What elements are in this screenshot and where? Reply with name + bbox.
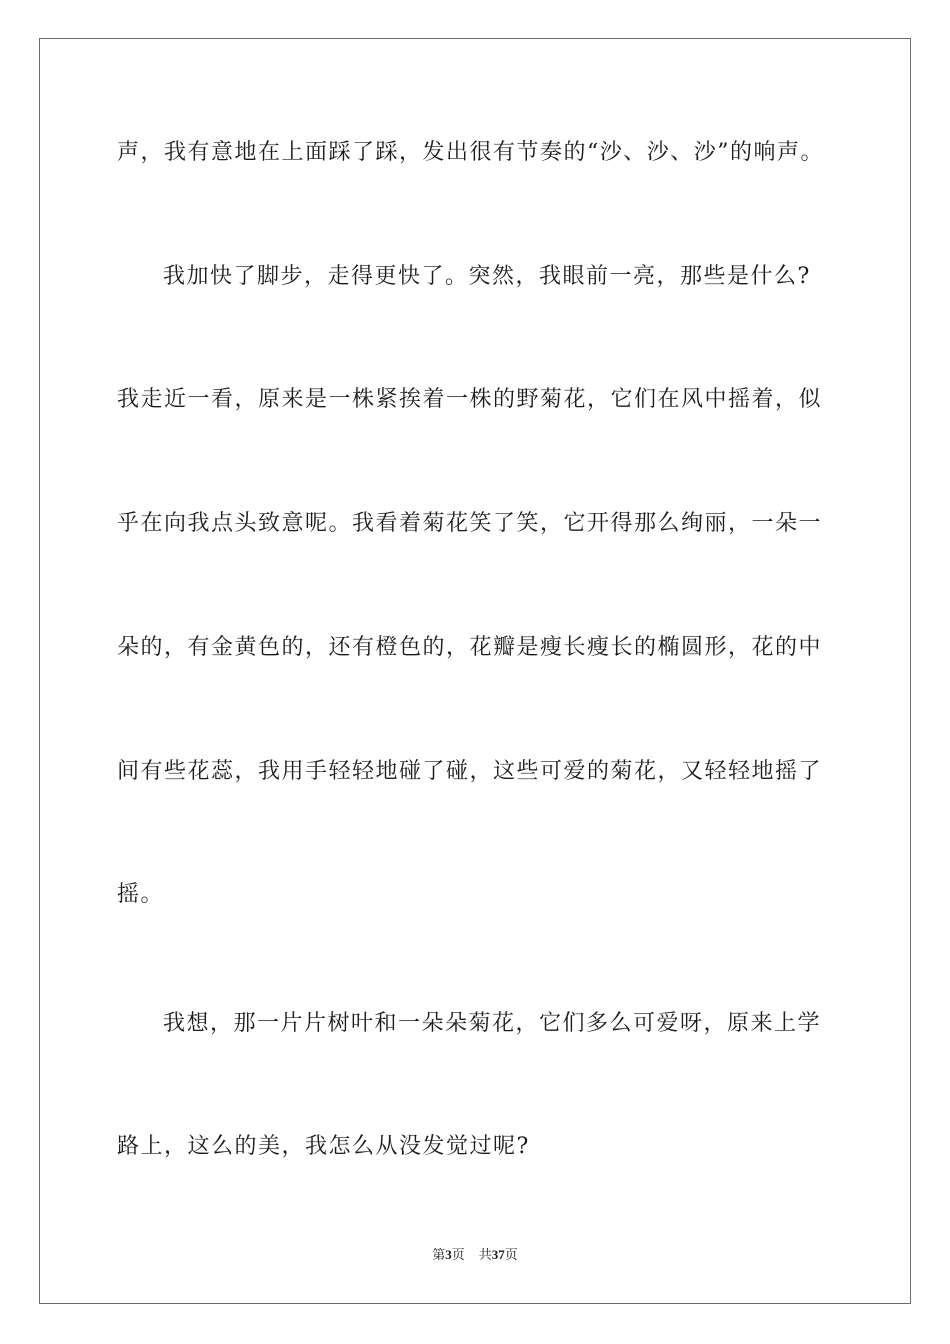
- paragraph-line: 朵的，有金黄色的，还有橙色的，花瓣是瘦长瘦长的椭圆形，花的中: [117, 635, 823, 660]
- paragraph-line: 间有些花蕊，我用手轻轻地碰了碰，这些可爱的菊花，又轻轻地摇了: [117, 759, 823, 784]
- total-label-suffix: 页: [504, 1248, 518, 1263]
- paragraph-line: 声，我有意地在上面踩了踩，发出很有节奏的“沙、沙、沙”的响声。: [117, 140, 824, 165]
- paragraph-line: 我走近一看，原来是一株紧挨着一株的野菊花，它们在风中摇着，似: [117, 387, 823, 412]
- total-pages: 37: [491, 1247, 505, 1262]
- paragraph-line: 摇。: [117, 882, 165, 907]
- page-number: 3: [445, 1247, 452, 1262]
- page-border: [39, 38, 911, 1304]
- total-label-prefix: 共: [478, 1248, 492, 1263]
- paragraph-line: 乎在向我点头致意呢。我看着菊花笑了笑，它开得那么绚丽，一朵一: [117, 511, 823, 536]
- paragraph-line: 我想，那一片片树叶和一朵朵菊花，它们多么可爱呀，原来上学: [163, 1011, 822, 1036]
- paragraph-line: 路上，这么的美，我怎么从没发觉过呢?: [117, 1134, 530, 1159]
- page-label-prefix: 第: [432, 1248, 446, 1263]
- page-footer: [0, 1246, 950, 1265]
- paragraph-line: 我加快了脚步，走得更快了。突然，我眼前一亮，那些是什么?: [163, 264, 811, 289]
- page-label-suffix: 页: [451, 1248, 465, 1263]
